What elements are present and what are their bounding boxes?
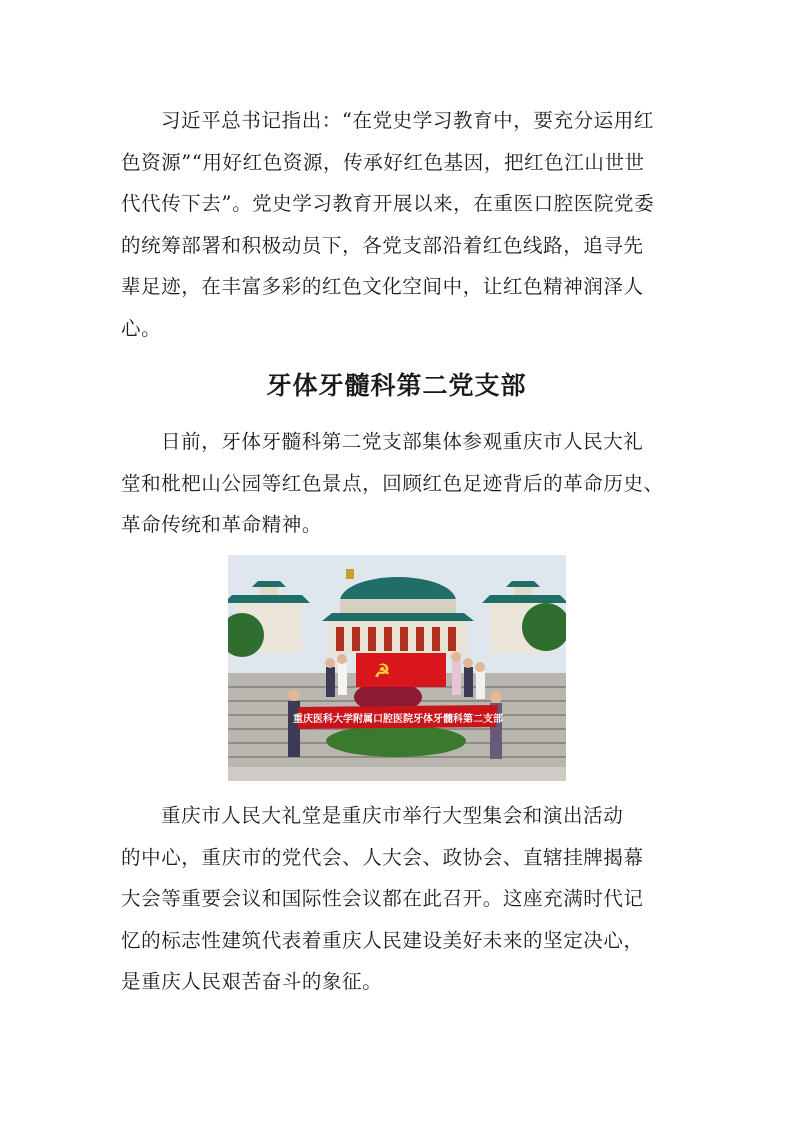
banner-text: 重庆医科大学附属口腔医院牙体牙髓科第二支部 bbox=[293, 714, 503, 725]
paragraph-line: 的中心，重庆市的党代会、人大会、政协会、直辖挂牌揭幕 bbox=[121, 845, 644, 869]
paragraph-line: 是重庆人民艰苦奋斗的象征。 bbox=[121, 970, 383, 993]
paragraph-line: 辈足迹，在丰富多彩的红色文化空间中，让红色精神润泽人 bbox=[121, 275, 644, 298]
group-photo bbox=[228, 555, 566, 781]
intro-paragraph bbox=[121, 100, 681, 349]
paragraph-line: 革命传统和革命精神。 bbox=[121, 513, 323, 536]
paragraph-line: 的统筹部署和积极动员下，各党支部沿着红色线路，追寻先 bbox=[121, 233, 644, 257]
section-heading: 牙体牙髓科第二党支部 bbox=[266, 371, 527, 400]
paragraph-line: 重庆市人民大礼堂是重庆市举行大型集会和演出活动 bbox=[161, 804, 624, 827]
paragraph-line: 忆的标志性建筑代表着重庆人民建设美好未来的坚定决心， bbox=[121, 928, 644, 952]
hall-paragraph bbox=[121, 795, 681, 1003]
visit-paragraph bbox=[121, 421, 681, 546]
paragraph-line: 日前，牙体牙髓科第二党支部集体参观重庆市人民大礼 bbox=[161, 430, 644, 453]
paragraph-line: 大会等重要会议和国际性会议都在此召开。这座充满时代记 bbox=[121, 887, 644, 910]
paragraph-line: 代代传下去”。党史学习教育开展以来，在重医口腔医院党委 bbox=[121, 192, 655, 215]
paragraph-line: 心。 bbox=[121, 316, 162, 340]
paragraph-line: 堂和枇杷山公园等红色景点，回顾红色足迹背后的革命历史、 bbox=[121, 471, 664, 495]
svg-text:☭: ☭ bbox=[374, 661, 391, 682]
paragraph-line: 色资源”“用好红色资源，传承好红色基因，把红色江山世世 bbox=[121, 150, 645, 174]
paragraph-line: 习近平总书记指出：“在党史学习教育中，要充分运用红 bbox=[161, 109, 654, 132]
